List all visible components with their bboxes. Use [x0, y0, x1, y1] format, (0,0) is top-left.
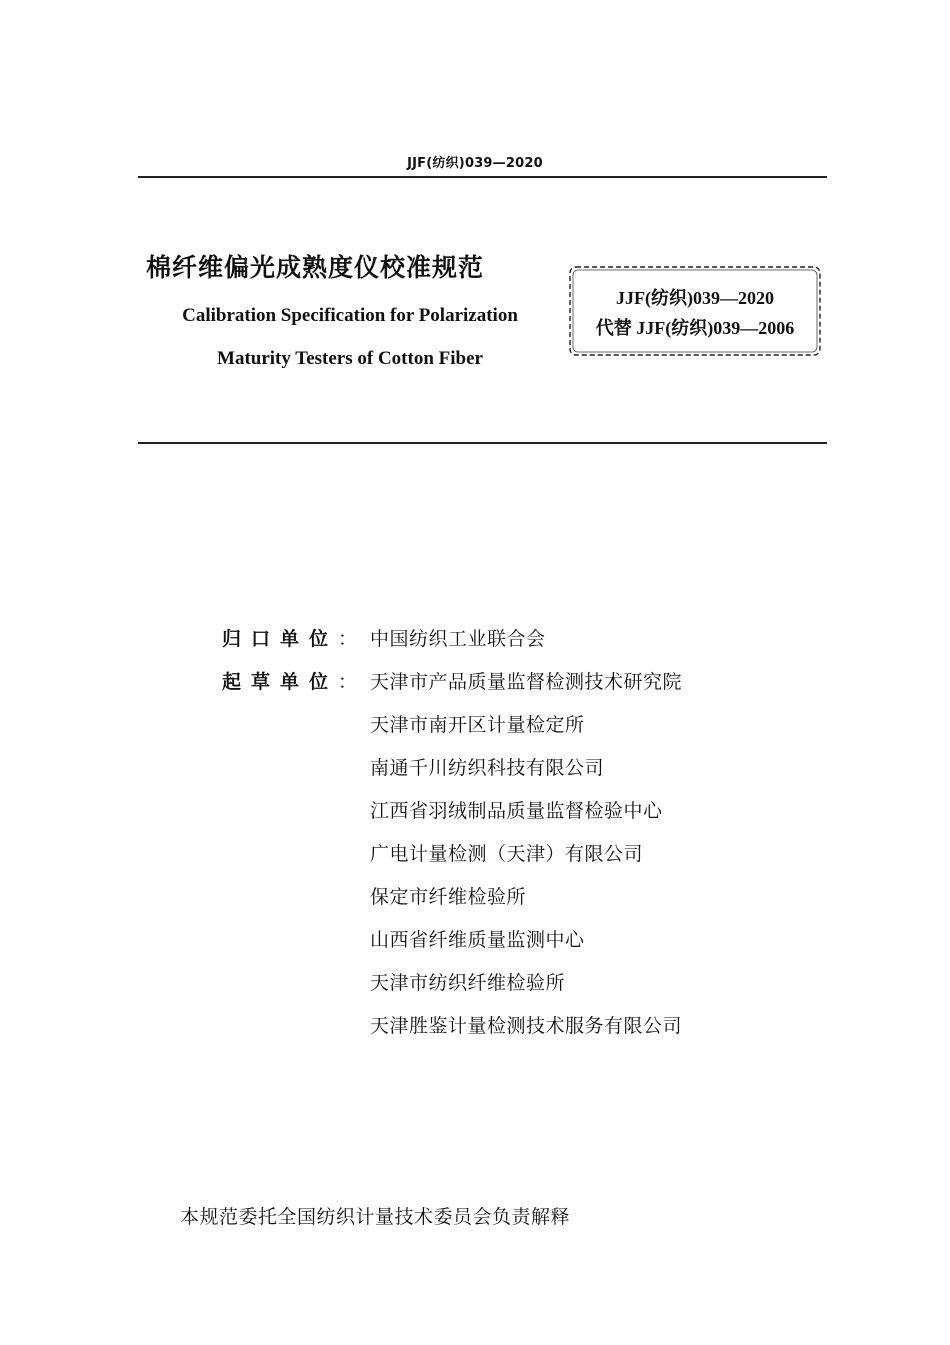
decorative-frame-border	[567, 264, 823, 358]
units-block	[222, 624, 682, 1054]
replaced-standard-code: 代替 JJF(纺织)039—2006	[595, 318, 795, 338]
drafting-unit-row	[222, 753, 682, 796]
drafting-unit-value: 南通千川纺织科技有限公司	[370, 757, 605, 779]
drafting-unit-row	[222, 1011, 682, 1054]
title-english-line-1: Calibration Specification for Polarization	[182, 305, 518, 326]
title-english-line-2: Maturity Testers of Cotton Fiber	[217, 348, 483, 369]
title-rule	[138, 442, 827, 444]
responsible-unit-label-text: 归口单位	[222, 628, 339, 650]
responsible-unit-label	[222, 624, 370, 654]
drafting-unit-value: 保定市纤维检验所	[370, 886, 527, 908]
interpretation-note: 本规范委托全国纺织计量技术委员会负责解释	[180, 1206, 571, 1228]
drafting-unit-row	[222, 968, 682, 1011]
standard-code-box	[567, 264, 823, 358]
drafting-unit-value: 天津胜鉴计量检测技术服务有限公司	[370, 1015, 683, 1037]
drafting-unit-row	[222, 796, 682, 839]
responsible-unit-value: 中国纺织工业联合会	[370, 628, 546, 650]
drafting-unit-row	[222, 925, 682, 968]
standard-code: JJF(纺织)039—2020	[616, 288, 774, 308]
responsible-unit-row	[222, 624, 682, 667]
responsible-unit-colon: ：	[338, 628, 358, 650]
drafting-unit-value: 广电计量检测（天津）有限公司	[370, 843, 644, 865]
header-rule	[138, 176, 827, 178]
drafting-unit-row	[222, 710, 682, 753]
drafting-unit-row	[222, 839, 682, 882]
drafting-unit-label	[222, 667, 370, 697]
drafting-unit-colon: ：	[338, 671, 358, 693]
drafting-unit-value: 天津市南开区计量检定所	[370, 714, 585, 736]
drafting-unit-row	[222, 882, 682, 925]
drafting-unit-value: 山西省纤维质量监测中心	[370, 929, 585, 951]
drafting-unit-label-text: 起草单位	[222, 671, 339, 693]
title-chinese: 棉纤维偏光成熟度仪校准规范	[146, 253, 485, 282]
drafting-unit-value: 天津市产品质量监督检测技术研究院	[370, 671, 683, 693]
running-header-code: JJF(纺织)039—2020	[407, 156, 543, 171]
drafting-unit-value: 江西省羽绒制品质量监督检验中心	[370, 800, 663, 822]
drafting-unit-row	[222, 667, 682, 710]
drafting-unit-value: 天津市纺织纤维检验所	[370, 972, 566, 994]
